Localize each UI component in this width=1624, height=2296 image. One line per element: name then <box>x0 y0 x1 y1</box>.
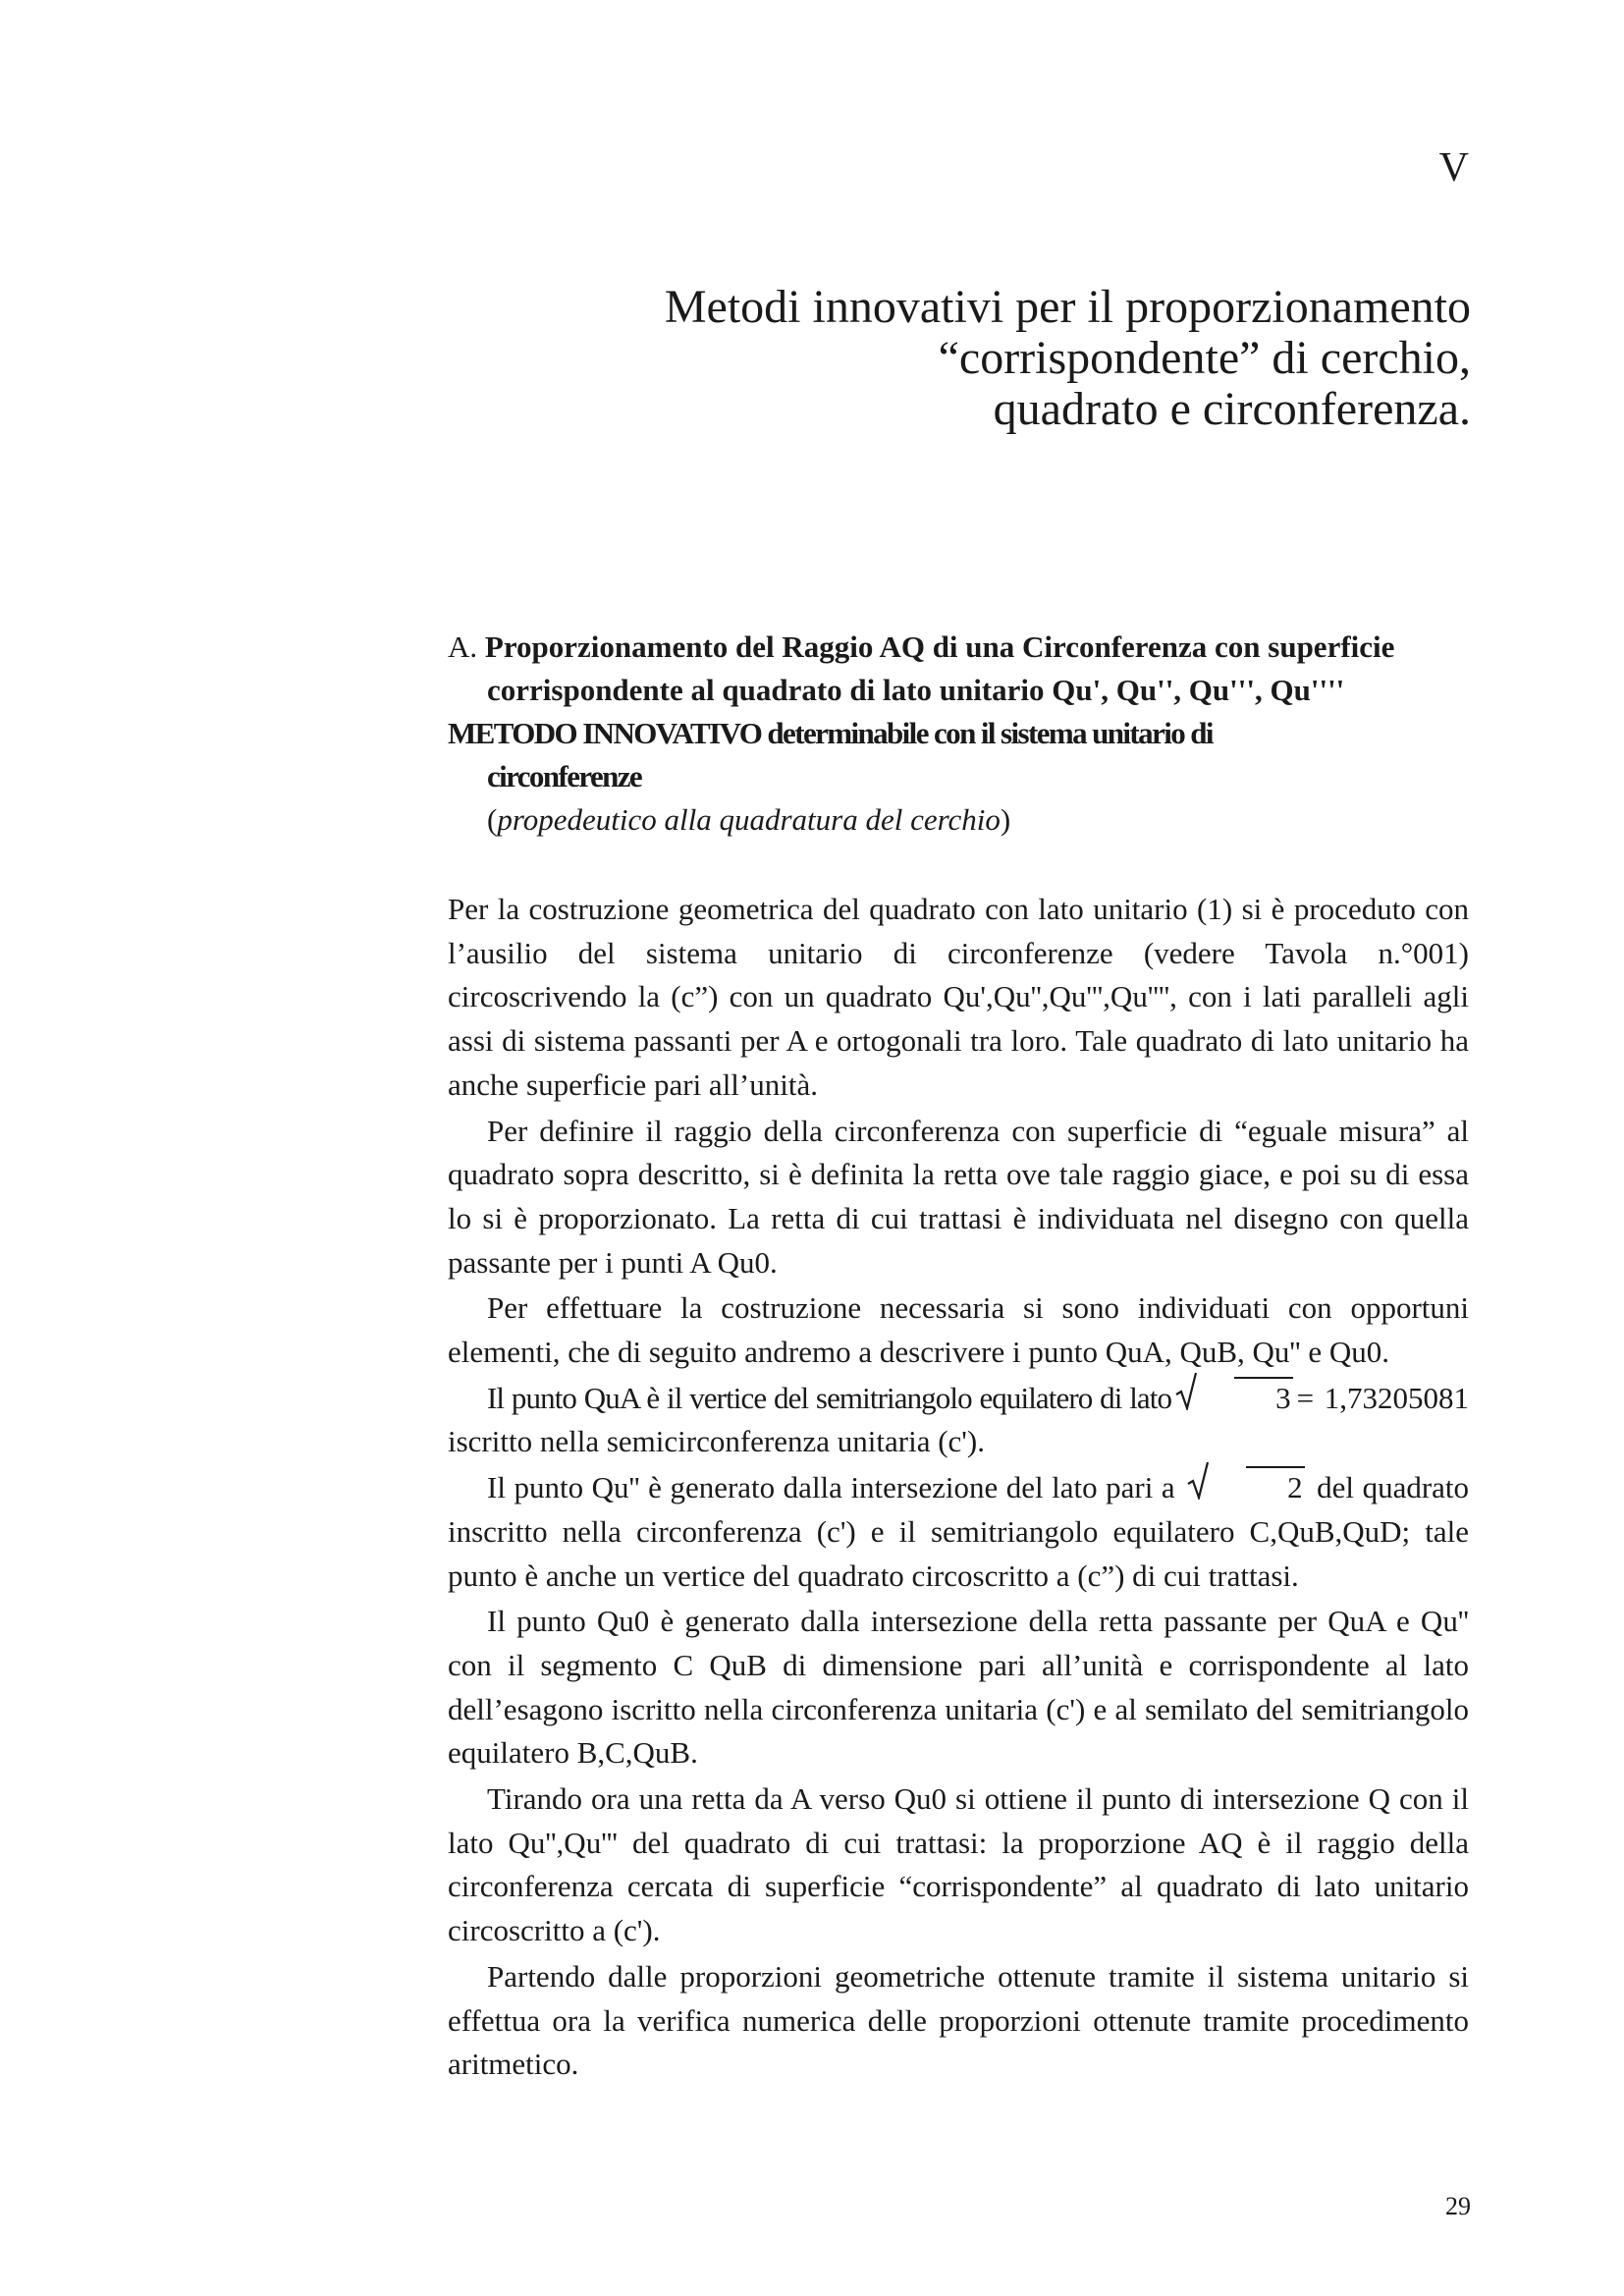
method-title-part-2: circonferenze <box>487 759 642 793</box>
sqrt-2-radicand: 2 <box>1246 1466 1305 1503</box>
section-note-text: propedeutico alla quadratura del cerchio <box>497 802 1001 837</box>
paragraph-4-continuation: iscritto nella semicirconferenza unitaria (c'). <box>448 1424 985 1459</box>
paragraph-8: Partendo dalle proporzioni geometriche ottenute tramite il sistema unitario si effettua ora la verifica numerica delle proporzioni ottenute tramite procedimento aritmetico. <box>448 1958 1469 2082</box>
method-title-part-1: METODO INNOVATIVO determinabile con il sistema unitario di <box>448 716 1213 750</box>
page-number: 29 <box>1445 2192 1471 2220</box>
sqrt-2-symbol <box>1187 1466 1305 1503</box>
chapter-title-line-3: quadrato e circonferenza. <box>993 383 1471 435</box>
chapter-title <box>391 282 1471 435</box>
paragraph-4 <box>448 1377 1469 1464</box>
paragraph-5-continuation: del quadrato inscritto nella circonferenza (c') e il semitriangolo equilatero C,QuB,QuD; tale punto è anche un vertice del quadrato circoscritto a (c”) di cui trattasi. <box>448 1470 1470 1593</box>
section-note: (propedeutico alla quadratura del cerchio) <box>487 802 1011 837</box>
chapter-title-line-2: “corrispondente” di cerchio, <box>938 332 1471 384</box>
section-title-part-1: Proporzionamento del Raggio AQ di una Circonferenza con superficie <box>484 629 1395 664</box>
paragraph-2: Per definire il raggio della circonferenza con superficie di “eguale misura” al quadrato sopra descritto, si è definita la retta ove tale raggio giace, e poi su di essa lo si è proporzionato. La retta di cui trattasi è individuata nel disegno con quella passante per i punti A Qu0. <box>448 1113 1469 1280</box>
sqrt-3-radicand: 3 <box>1234 1377 1293 1413</box>
section-heading-line-2 <box>448 669 1479 712</box>
chapter-number: V <box>1438 145 1469 191</box>
chapter-title-line-1: Metodi innovativi per il proporzionamento <box>664 281 1471 333</box>
paragraph-5 <box>448 1466 1469 1598</box>
paragraph-1: Per la costruzione geometrica del quadrato con lato unitario (1) si è proceduto con l’ausilio del sistema unitario di circonferenze (vedere Tavola n.°001) circoscrivendo la (c”) con un quadrato Qu',Qu'',Qu''',Qu'''', con i lati paralleli agli assi di sistema passanti per A e ortogonali tra loro. Tale quadrato di lato unitario ha anche superficie pari all’unità. <box>448 892 1469 1102</box>
method-line-1 <box>448 712 1479 755</box>
section-heading <box>448 626 1479 842</box>
method-line-2 <box>448 755 1479 798</box>
section-heading-line-1 <box>448 626 1479 669</box>
paragraph-7: Tirando ora una retta da A verso Qu0 si ottiene il punto di intersezione Q con il lato Qu'',Qu''' del quadrato di cui trattasi: la proporzione AQ è il raggio della circonferenza cercata di superficie “corrispondente” al quadrato di lato unitario circoscritto a (c'). <box>448 1781 1469 1948</box>
sqrt-3-symbol <box>1175 1377 1293 1413</box>
paragraph-5-text: Il punto Qu'' è generato dalla intersezione del lato pari a <box>487 1470 1175 1505</box>
body-text <box>448 888 1469 2089</box>
paragraph-6: Il punto Qu0 è generato dalla intersezione della retta passante per QuA e Qu'' con il segmento C QuB di dimensione pari all’unità e corrispondente al lato dell’esagono iscritto nella circonferenza unitaria (c') e al semilato del semitriangolo equilatero B,C,QuB. <box>448 1604 1469 1771</box>
paragraph-3: Per effettuare la costruzione necessaria si sono individuati con opportuni elementi, che di seguito andremo a descrivere i punto QuA, QuB, Qu'' e Qu0. <box>448 1290 1469 1370</box>
section-title-part-2: corrispondente al quadrato di lato unitario Qu', Qu'', Qu''', Qu'''' <box>487 673 1345 707</box>
section-letter: A. <box>448 629 478 664</box>
paragraph-4-text: Il punto QuA è il vertice del semitriangolo equilatero di lato <box>487 1380 1172 1415</box>
sqrt-3-value: = 1,73205081 <box>1296 1380 1470 1415</box>
